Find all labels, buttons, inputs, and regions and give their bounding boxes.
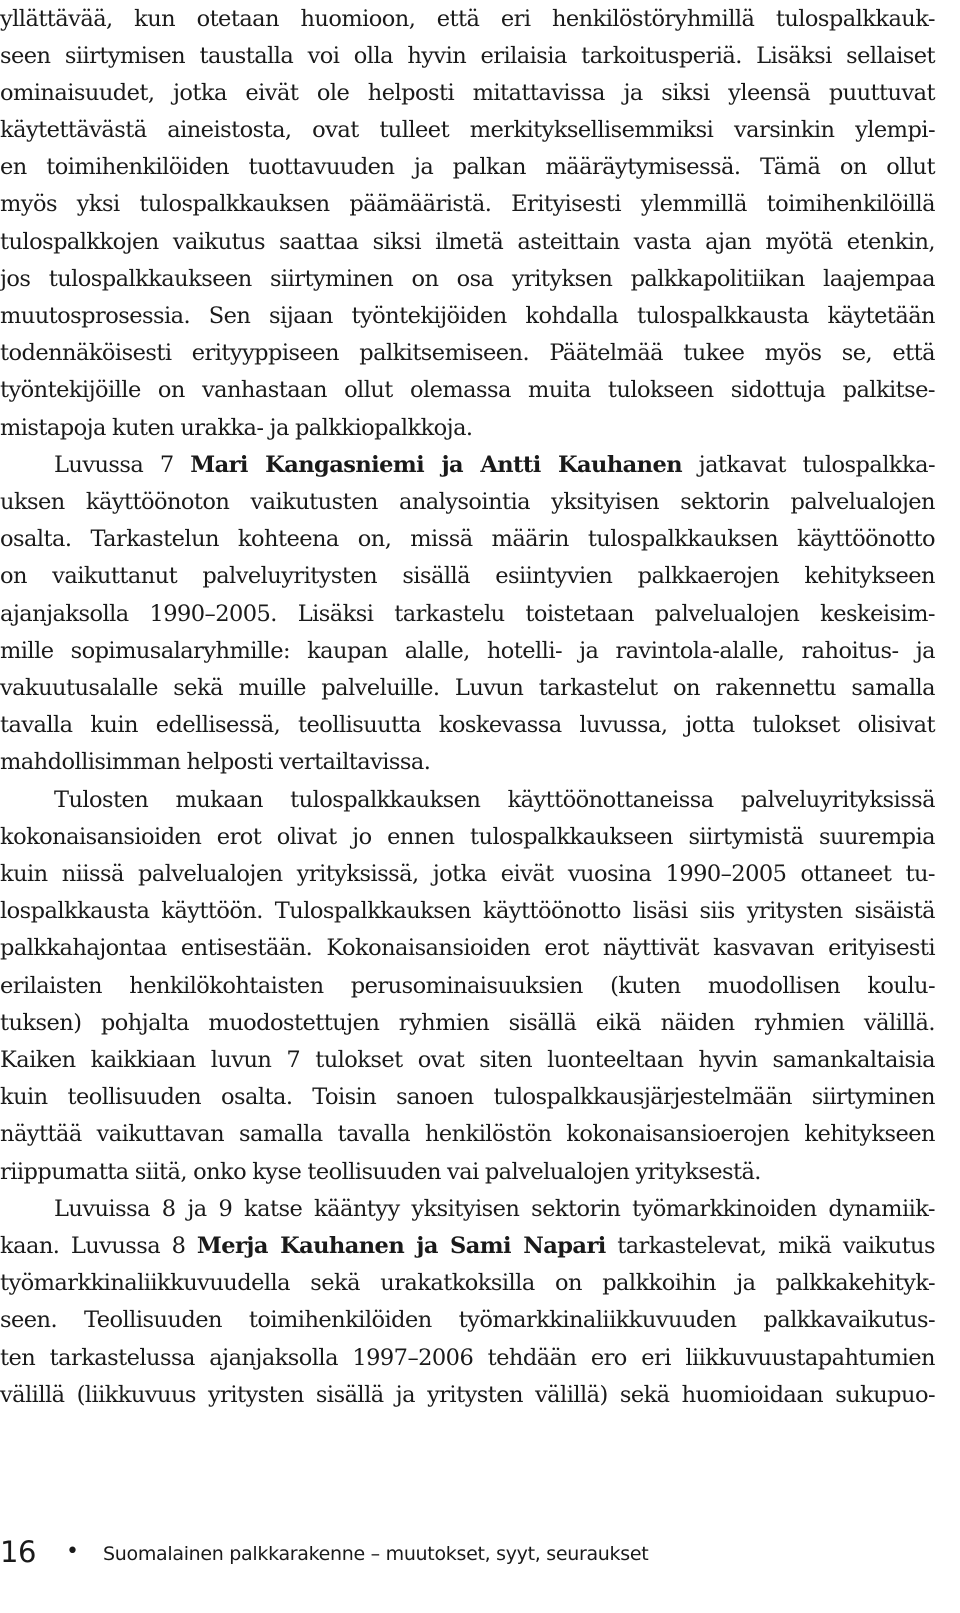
author-names: Mari Kangasniemi ja Antti Kauhanen [190,452,683,478]
text-line: jos tulospalkkaukseen siirtyminen on osa yrityksen palkkapolitiikan laajempaa [0,266,935,292]
paragraph-start-chapters-8-9: Luvuissa 8 ja 9 katse kääntyy yksityisen sektorin työmarkkinoiden dynamiik- [54,1196,935,1222]
text-line: mistapoja kuten urakka- ja palkkiopalkkoja. [0,415,473,441]
text-line: välillä (liikkuvuus yritysten sisällä ja yritysten välillä) sekä huomioidaan sukupuo- [0,1382,935,1408]
text-line: lospalkkausta käyttöön. Tulospalkkauksen käyttöönotto lisäsi siis yritysten sisäistä [0,898,935,924]
text-line: kuin teollisuuden osalta. Toisin sanoen tulospalkkausjärjestelmään siirtyminen [0,1084,935,1110]
text-line: uksen käyttöönoton vaikutusten analysointia yksityisen sektorin palvelualojen [0,489,935,515]
text-line: myös yksi tulospalkkauksen päämääristä. Erityisesti ylemmillä toimihenkilöillä [0,191,935,217]
bullet-separator: • [66,1539,79,1564]
page-number: 16 [0,1535,36,1569]
text-line: osalta. Tarkastelun kohteena on, missä määrin tulospalkkauksen käyttöönotto [0,526,935,552]
text-line: muutosprosessia. Sen sijaan työntekijöiden kohdalla tulospalkkausta käytetään [0,303,935,329]
text-segment: Luvussa 7 [54,452,191,478]
text-line: seen. Teollisuuden toimihenkilöiden työmarkkinaliikkuvuuden palkkavaikutus- [0,1307,935,1333]
running-title: Suomalainen palkkarakenne – muutokset, syyt, seuraukset [103,1543,649,1565]
text-line: vakuutusalalle sekä muille palveluille. Luvun tarkastelut on rakennettu samalla [0,675,935,701]
text-line: on vaikuttanut palveluyritysten sisällä esiintyvien palkkaerojen kehitykseen [0,563,935,589]
text-line: ominaisuudet, jotka eivät ole helposti mitattavissa ja siksi yleensä puuttuvat [0,80,935,106]
text-segment: kaan. Luvussa 8 [0,1233,197,1259]
text-line: riippumatta siitä, onko kyse teollisuuden vai palvelualojen yrityksestä. [0,1159,761,1185]
text-line: mille sopimusalaryhmille: kaupan alalle, hotelli- ja ravintola-alalle, rahoitus- ja [0,638,935,664]
paragraph-start-chapter-7 [54,446,935,484]
text-line: tavalla kuin edellisessä, teollisuutta koskevassa luvussa, jotta tulokset olisivat [0,712,935,738]
text-line: ajanjaksolla 1990–2005. Lisäksi tarkastelu toistetaan palvelualojen keskeisim- [0,601,935,627]
text-line: palkkahajontaa entisestään. Kokonaisansioiden erot näyttivät kasvavan erityisesti [0,935,935,961]
text-line: tuksen) pohjalta muodostettujen ryhmien sisällä eikä näiden ryhmien välillä. [0,1010,935,1036]
page-footer [0,1527,960,1577]
text-segment: tarkastelevat, mikä vaikutus [605,1233,935,1259]
text-line: yllättävää, kun otetaan huomioon, että eri henkilöstöryhmillä tulospalkkauk- [0,6,935,32]
text-line: erilaisten henkilökohtaisten perusominaisuuksien (kuten muodollisen koulu- [0,973,935,999]
text-line: mahdollisimman helposti vertailtavissa. [0,749,431,775]
text-line: en toimihenkilöiden tuottavuuden ja palkan määräytymisessä. Tämä on ollut [0,154,935,180]
text-line: työntekijöille on vanhastaan ollut olemassa muita tulokseen sidottuja palkitse- [0,377,935,403]
paragraph-start-results: Tulosten mukaan tulospalkkauksen käyttöönottaneissa palveluyrityksissä [54,787,935,813]
paragraph-chapter-8 [0,1227,935,1265]
text-segment: jatkavat tulospalkka- [682,452,935,478]
text-line: todennäköisesti erityyppiseen palkitsemiseen. Päätelmää tukee myös se, että [0,340,935,366]
text-line: Kaiken kaikkiaan luvun 7 tulokset ovat siten luonteeltaan hyvin samankaltaisia [0,1047,935,1073]
text-line: työmarkkinaliikkuvuudella sekä urakatkoksilla on palkkoihin ja palkkakehityk- [0,1270,935,1296]
author-names: Merja Kauhanen ja Sami Napari [196,1233,606,1259]
text-line: ten tarkastelussa ajanjaksolla 1997–2006 tehdään ero eri liikkuvuustapahtumien [0,1345,935,1371]
text-line: kuin niissä palvelualojen yrityksissä, jotka eivät vuosina 1990–2005 ottaneet tu- [0,861,935,887]
text-line: seen siirtymisen taustalla voi olla hyvin erilaisia tarkoitusperiä. Lisäksi sellaiset [0,43,935,69]
text-line: kokonaisansioiden erot olivat jo ennen tulospalkkaukseen siirtymistä suurempia [0,824,935,850]
text-line: tulospalkkojen vaikutus saattaa siksi ilmetä asteittain vasta ajan myötä etenkin, [0,229,935,255]
text-line: käytettävästä aineistosta, ovat tulleet merkityksellisemmiksi varsinkin ylempi- [0,117,935,143]
text-line: näyttää vaikuttavan samalla tavalla henkilöstön kokonaisansioerojen kehitykseen [0,1121,935,1147]
